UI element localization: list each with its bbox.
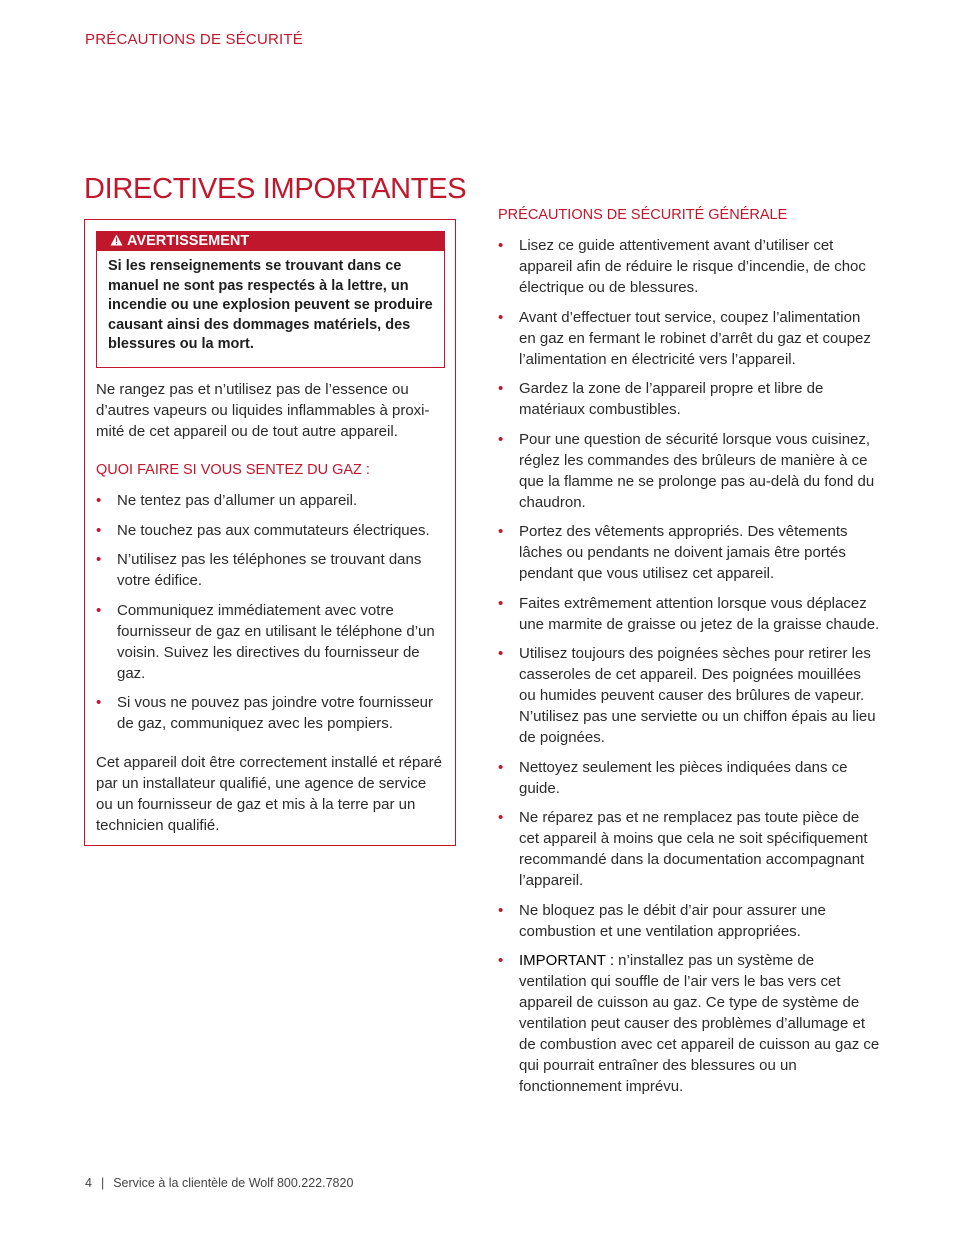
list-item <box>96 520 452 541</box>
list-item-text: Faites extrêmement attention lorsque vous déplacez une marmite de graisse ou jetez de la graisse chaude. <box>519 594 880 633</box>
list-item <box>498 521 880 584</box>
general-safety-heading: PRÉCAUTIONS DE SÉCURITÉ GÉNÉRALE <box>498 207 788 223</box>
list-item-text: Ne touchez pas aux commutateurs électriques. <box>117 521 430 539</box>
list-item-text: Pour une question de sécurité lorsque vous cuisinez, réglez les commandes des brûleurs de manière à ce que la flamme ne se prolonge pas au-delà du fond du chaudron. <box>519 430 875 511</box>
bullet-icon: • <box>498 380 504 397</box>
list-item <box>498 643 880 748</box>
list-item <box>498 900 880 942</box>
bullet-icon: • <box>96 521 102 539</box>
bullet-icon: • <box>498 952 504 969</box>
bullet-icon: • <box>498 237 504 254</box>
warning-text: Si les renseignements se trouvant dans ce manuel ne sont pas respectés à la lettre, un incendie ou une explosion peuvent se produire causant ainsi des dommages matériels, des blessures ou la mort. <box>108 258 433 353</box>
bullet-icon: • <box>96 694 102 711</box>
page-number: 4 <box>85 1176 92 1190</box>
list-item-text: Ne réparez pas et ne remplacez pas toute pièce de cet appareil à moins que cela ne soit spécifiquement recommandé dans la documentation accompagnant l’appareil. <box>519 809 868 889</box>
gas-instructions-list <box>96 490 452 743</box>
list-item-text: Lisez ce guide attentivement avant d’utiliser cet appareil afin de réduire le risque d’incendie, de choc électrique ou de blessures. <box>519 237 866 296</box>
bullet-icon: • <box>498 523 504 540</box>
important-label: IMPORTANT : <box>519 952 615 969</box>
list-item <box>498 593 880 635</box>
bullet-icon: • <box>498 809 504 826</box>
list-item-text: Nettoyez seulement les pièces indiquées dans ce guide. <box>519 758 848 797</box>
list-item <box>498 429 880 513</box>
list-item-text: Avant d’effectuer tout service, coupez l’alimentation en gaz en fermant le robinet d’arrêt du gaz et coupez l’alimentation en électricité vers l’appareil. <box>519 308 871 368</box>
bullet-icon: • <box>498 901 504 919</box>
bullet-icon: • <box>96 601 102 619</box>
warning-triangle-icon <box>110 234 123 246</box>
list-item-text: Si vous ne pouvez pas joindre votre fournisseur de gaz, communiquez avec les pompiers. <box>117 694 434 732</box>
list-item-text: Gardez la zone de l’appareil propre et libre de matériaux combustibles. <box>519 380 824 418</box>
page-footer <box>85 1176 353 1190</box>
section-header: PRÉCAUTIONS DE SÉCURITÉ <box>85 31 303 48</box>
intro-paragraph: Ne rangez pas et n’utilisez pas de l’essence ou d’autres vapeurs ou liquides inflammables à proximité de cet appareil ou de tout autre appareil. <box>96 381 430 440</box>
important-directives-box <box>84 219 456 846</box>
warning-label: AVERTISSEMENT <box>127 233 250 249</box>
list-item <box>498 378 880 420</box>
list-item-important <box>498 950 880 1097</box>
closing-paragraph: Cet appareil doit être correctement installé et réparé par un installateur qualifié, une agence de service ou un fournisseur de gaz et mis à la terre par un technicien qualifié. <box>96 754 443 834</box>
list-item-text: Utilisez toujours des poignées sèches pour retirer les casseroles de cet appareil. Des poignées mouillées ou humides peuvent causer des brûlures de vapeur. N’utilisez pas une serviette ou un chiffon épais au lieu de poignées. <box>519 645 876 746</box>
footer-separator: | <box>100 1176 105 1190</box>
bullet-icon: • <box>498 308 504 326</box>
gas-heading: QUOI FAIRE SI VOUS SENTEZ DU GAZ : <box>96 462 370 478</box>
list-item <box>96 490 452 511</box>
footer-text: Service à la clientèle de Wolf 800.222.7820 <box>113 1176 354 1190</box>
list-item-text: Communiquez immédiatement avec votre fournisseur de gaz en utilisant le téléphone d’un voisin. Suivez les directives du fournisseur de gaz. <box>117 601 435 682</box>
list-item-text: N’utilisez pas les téléphones se trouvant dans votre édifice. <box>117 551 422 589</box>
list-item <box>498 807 880 891</box>
bullet-icon: • <box>96 492 102 509</box>
bullet-icon: • <box>498 645 504 662</box>
warning-header <box>97 232 444 251</box>
general-safety-list <box>498 235 880 1097</box>
list-item-text: Ne bloquez pas le débit d’air pour assurer une combustion et une ventilation appropriées. <box>519 901 826 940</box>
bullet-icon: • <box>498 758 504 776</box>
list-item <box>498 307 880 370</box>
important-text: n’installez pas un système de ventilation qui souffle de l’air vers le bas vers cet appareil de cuisson au gaz. Ce type de système de ventilation peut causer des problèmes d’allumage et de combustion avec cet appareil de cuisson au gaz ce qui pourrait entraîner des blessures ou un fonctionnement imprévu. <box>519 952 880 1095</box>
list-item <box>498 757 880 799</box>
bullet-icon: • <box>96 551 102 568</box>
list-item-text: Portez des vêtements appropriés. Des vêtements lâches ou pendants ne doivent jamais être portés pendant que vous utilisez cet appareil. <box>519 523 848 582</box>
list-item <box>498 235 880 298</box>
warning-box <box>96 231 445 368</box>
bullet-icon: • <box>498 594 504 612</box>
list-item <box>96 549 452 591</box>
page-title: DIRECTIVES IMPORTANTES <box>84 173 467 205</box>
bullet-icon: • <box>498 430 504 448</box>
list-item-text: Ne tentez pas d’allumer un appareil. <box>117 492 358 509</box>
list-item <box>96 600 452 684</box>
list-item <box>96 692 452 734</box>
